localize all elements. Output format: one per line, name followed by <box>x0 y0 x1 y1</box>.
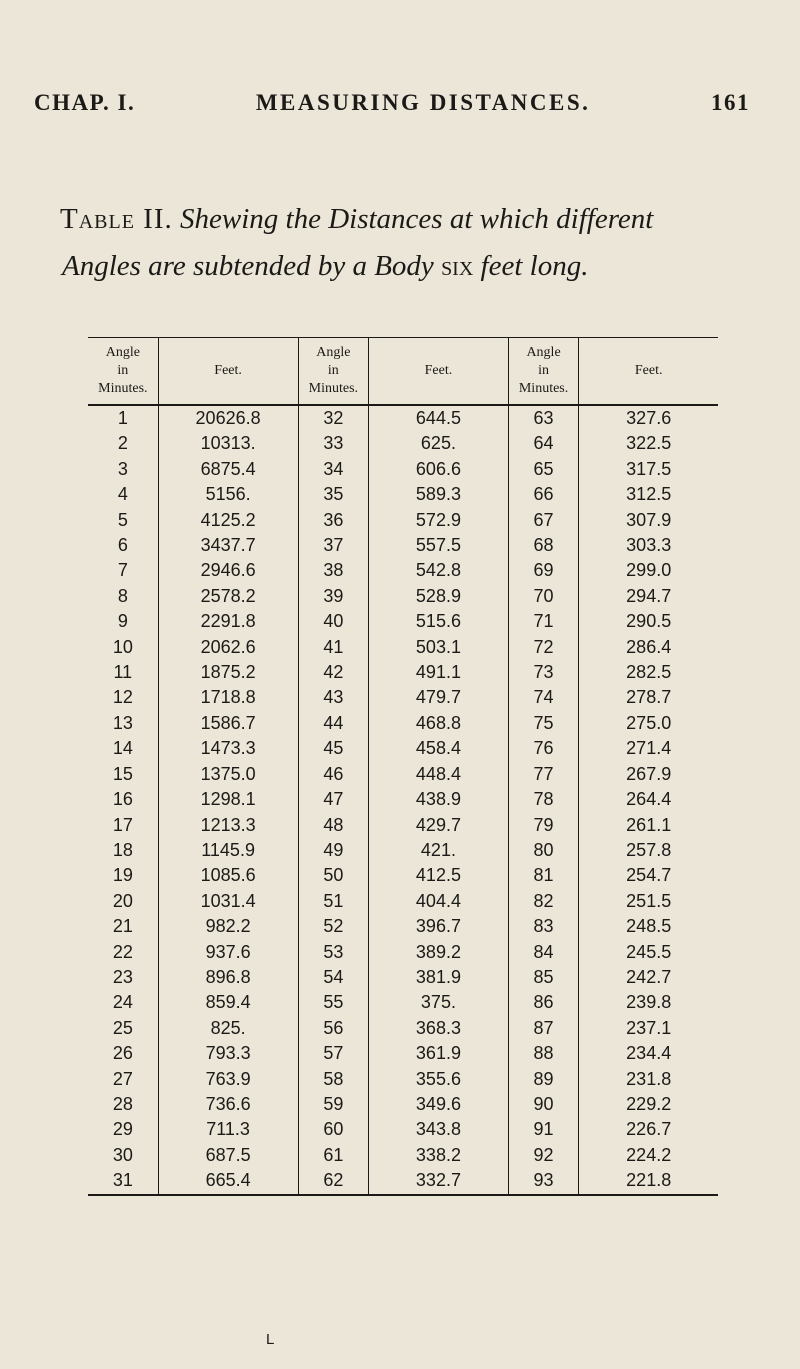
angle-cell: 64 <box>508 431 579 456</box>
header-feet-1: Feet. <box>158 338 298 406</box>
table-header-row <box>88 338 718 406</box>
feet-cell: 1375.0 <box>158 762 298 787</box>
feet-cell: 237.1 <box>626 1017 672 1038</box>
feet-cell: 404.4 <box>369 889 509 914</box>
feet-cell: 239.8 <box>626 992 672 1013</box>
angle-cell: 70 <box>508 584 579 609</box>
feet-cell: 1875.2 <box>158 660 298 685</box>
angle-cell: 87 <box>508 1016 579 1041</box>
feet-cell: 2062.6 <box>158 635 298 660</box>
feet-cell: 375. <box>369 990 509 1015</box>
feet-cell: 317.5 <box>626 458 672 479</box>
feet-cell: 421. <box>369 838 509 863</box>
feet-cell: 20626.8 <box>158 405 298 431</box>
angle-cell: 38 <box>298 558 369 583</box>
feet-cell: 361.9 <box>369 1041 509 1066</box>
feet-cell: 396.7 <box>369 914 509 939</box>
feet-cell: 261.1 <box>626 814 672 835</box>
angle-cell: 73 <box>508 660 579 685</box>
feet-cell: 515.6 <box>369 609 509 634</box>
angle-cell: 11 <box>88 660 158 685</box>
feet-cell: 322.5 <box>626 433 672 454</box>
table-row <box>88 990 718 1015</box>
table-row <box>88 1092 718 1117</box>
table-row <box>88 1143 718 1168</box>
angle-cell: 27 <box>88 1067 158 1092</box>
feet-cell: 468.8 <box>369 711 509 736</box>
angle-cell: 71 <box>508 609 579 634</box>
angle-cell: 56 <box>298 1016 369 1041</box>
angle-cell: 90 <box>508 1092 579 1117</box>
signature-mark: L <box>266 1331 275 1348</box>
angle-cell: 42 <box>298 660 369 685</box>
table-row <box>88 405 718 431</box>
angle-cell: 25 <box>88 1016 158 1041</box>
table-row <box>88 685 718 710</box>
angle-cell: 44 <box>298 711 369 736</box>
feet-cell: 2291.8 <box>158 609 298 634</box>
angle-cell: 23 <box>88 965 158 990</box>
angle-cell: 41 <box>298 635 369 660</box>
header-angle-1: Angle in Minutes. <box>88 338 158 406</box>
header-feet-3: Feet. <box>579 338 718 406</box>
angle-cell: 8 <box>88 584 158 609</box>
feet-cell: 625. <box>369 431 509 456</box>
table-row <box>88 1168 718 1194</box>
table-row <box>88 940 718 965</box>
angle-cell: 35 <box>298 482 369 507</box>
feet-cell: 355.6 <box>369 1067 509 1092</box>
feet-cell: 1586.7 <box>158 711 298 736</box>
angle-cell: 31 <box>88 1168 158 1194</box>
angle-cell: 7 <box>88 558 158 583</box>
feet-cell: 859.4 <box>158 990 298 1015</box>
angle-cell: 21 <box>88 914 158 939</box>
feet-cell: 438.9 <box>369 787 509 812</box>
angle-cell: 36 <box>298 508 369 533</box>
angle-cell: 85 <box>508 965 579 990</box>
feet-cell: 248.5 <box>626 916 672 937</box>
feet-cell: 221.8 <box>579 1168 718 1194</box>
angle-cell: 1 <box>88 405 158 431</box>
angle-cell: 30 <box>88 1143 158 1168</box>
feet-cell: 763.9 <box>158 1067 298 1092</box>
feet-cell: 982.2 <box>158 914 298 939</box>
angle-cell: 22 <box>88 940 158 965</box>
feet-cell: 491.1 <box>369 660 509 685</box>
feet-cell: 257.8 <box>626 839 672 860</box>
feet-cell: 5156. <box>158 482 298 507</box>
feet-cell: 825. <box>158 1016 298 1041</box>
feet-cell: 793.3 <box>158 1041 298 1066</box>
table-row <box>88 1117 718 1142</box>
angle-cell: 15 <box>88 762 158 787</box>
feet-cell: 307.9 <box>626 509 672 530</box>
angle-cell: 58 <box>298 1067 369 1092</box>
header-angle-2: Angle in Minutes. <box>298 338 369 406</box>
feet-cell: 542.8 <box>369 558 509 583</box>
angle-cell: 3 <box>88 457 158 482</box>
angle-cell: 46 <box>298 762 369 787</box>
caption-text-2c: feet long. <box>480 250 589 282</box>
table-row <box>88 609 718 634</box>
angle-cell: 60 <box>298 1117 369 1142</box>
angle-cell: 91 <box>508 1117 579 1142</box>
feet-cell: 286.4 <box>626 636 672 657</box>
table-row <box>88 914 718 939</box>
feet-cell: 332.7 <box>369 1168 509 1194</box>
angle-cell: 5 <box>88 508 158 533</box>
feet-cell: 312.5 <box>626 484 672 505</box>
feet-cell: 251.5 <box>626 890 672 911</box>
angle-cell: 72 <box>508 635 579 660</box>
angle-cell: 76 <box>508 736 579 761</box>
feet-cell: 1213.3 <box>158 813 298 838</box>
feet-cell: 528.9 <box>369 584 509 609</box>
feet-cell: 429.7 <box>369 813 509 838</box>
feet-cell: 736.6 <box>158 1092 298 1117</box>
feet-cell: 275.0 <box>626 712 672 733</box>
feet-cell: 937.6 <box>158 940 298 965</box>
table-row <box>88 457 718 482</box>
feet-cell: 231.8 <box>626 1068 672 1089</box>
table-label: Table II. <box>60 203 173 235</box>
angle-cell: 78 <box>508 787 579 812</box>
table-row <box>88 838 718 863</box>
angle-cell: 17 <box>88 813 158 838</box>
feet-cell: 606.6 <box>369 457 509 482</box>
feet-cell: 290.5 <box>626 611 672 632</box>
feet-cell: 503.1 <box>369 635 509 660</box>
feet-cell: 234.4 <box>626 1043 672 1064</box>
feet-cell: 458.4 <box>369 736 509 761</box>
feet-cell: 271.4 <box>626 738 672 759</box>
angle-cell: 93 <box>508 1168 579 1194</box>
angle-cell: 33 <box>298 431 369 456</box>
angle-cell: 9 <box>88 609 158 634</box>
feet-cell: 448.4 <box>369 762 509 787</box>
angle-cell: 34 <box>298 457 369 482</box>
angle-cell: 77 <box>508 762 579 787</box>
feet-cell: 644.5 <box>369 405 509 431</box>
angle-cell: 55 <box>298 990 369 1015</box>
distance-table <box>88 337 718 1196</box>
feet-cell: 1473.3 <box>158 736 298 761</box>
header-angle-3: Angle in Minutes. <box>508 338 579 406</box>
angle-cell: 4 <box>88 482 158 507</box>
angle-cell: 75 <box>508 711 579 736</box>
angle-cell: 81 <box>508 863 579 888</box>
angle-cell: 20 <box>88 889 158 914</box>
angle-cell: 74 <box>508 685 579 710</box>
table-row <box>88 1016 718 1041</box>
angle-cell: 6 <box>88 533 158 558</box>
feet-cell: 687.5 <box>158 1143 298 1168</box>
table-row <box>88 787 718 812</box>
angle-cell: 86 <box>508 990 579 1015</box>
feet-cell: 294.7 <box>626 585 672 606</box>
angle-cell: 80 <box>508 838 579 863</box>
feet-cell: 1145.9 <box>158 838 298 863</box>
page-number: 161 <box>710 90 750 115</box>
table-row <box>88 711 718 736</box>
feet-cell: 226.7 <box>626 1119 672 1140</box>
angle-cell: 49 <box>298 838 369 863</box>
angle-cell: 68 <box>508 533 579 558</box>
angle-cell: 29 <box>88 1117 158 1142</box>
angle-cell: 59 <box>298 1092 369 1117</box>
angle-cell: 50 <box>298 863 369 888</box>
angle-cell: 79 <box>508 813 579 838</box>
angle-cell: 16 <box>88 787 158 812</box>
feet-cell: 4125.2 <box>158 508 298 533</box>
feet-cell: 327.6 <box>626 408 672 428</box>
angle-cell: 18 <box>88 838 158 863</box>
table-row <box>88 1067 718 1092</box>
feet-cell: 242.7 <box>626 966 672 987</box>
angle-cell: 13 <box>88 711 158 736</box>
table-row <box>88 736 718 761</box>
feet-cell: 557.5 <box>369 533 509 558</box>
feet-cell: 278.7 <box>626 687 672 708</box>
angle-cell: 57 <box>298 1041 369 1066</box>
feet-cell: 254.7 <box>626 865 672 886</box>
feet-cell: 303.3 <box>626 535 672 556</box>
angle-cell: 67 <box>508 508 579 533</box>
table-row <box>88 813 718 838</box>
angle-cell: 84 <box>508 940 579 965</box>
angle-cell: 10 <box>88 635 158 660</box>
angle-cell: 82 <box>508 889 579 914</box>
feet-cell: 479.7 <box>369 685 509 710</box>
angle-cell: 14 <box>88 736 158 761</box>
angle-cell: 47 <box>298 787 369 812</box>
angle-cell: 40 <box>298 609 369 634</box>
angle-cell: 54 <box>298 965 369 990</box>
angle-cell: 61 <box>298 1143 369 1168</box>
feet-cell: 282.5 <box>626 662 672 683</box>
angle-cell: 26 <box>88 1041 158 1066</box>
angle-cell: 48 <box>298 813 369 838</box>
angle-cell: 63 <box>508 405 579 431</box>
feet-cell: 589.3 <box>369 482 509 507</box>
feet-cell: 1085.6 <box>158 863 298 888</box>
feet-cell: 1718.8 <box>158 685 298 710</box>
feet-cell: 381.9 <box>369 965 509 990</box>
table-body <box>88 405 718 1195</box>
feet-cell: 896.8 <box>158 965 298 990</box>
table-row <box>88 482 718 507</box>
table-row <box>88 863 718 888</box>
angle-cell: 69 <box>508 558 579 583</box>
angle-cell: 43 <box>298 685 369 710</box>
feet-cell: 389.2 <box>369 940 509 965</box>
running-head <box>34 90 750 116</box>
caption-text-2b: six <box>441 250 474 282</box>
feet-cell: 229.2 <box>626 1093 672 1114</box>
running-title: MEASURING DISTANCES. <box>255 90 591 115</box>
angle-cell: 37 <box>298 533 369 558</box>
feet-cell: 2946.6 <box>158 558 298 583</box>
table-row <box>88 1041 718 1066</box>
angle-cell: 66 <box>508 482 579 507</box>
feet-cell: 338.2 <box>369 1143 509 1168</box>
table-row <box>88 508 718 533</box>
table-row <box>88 558 718 583</box>
table-row <box>88 762 718 787</box>
feet-cell: 245.5 <box>626 941 672 962</box>
table-row <box>88 584 718 609</box>
angle-cell: 53 <box>298 940 369 965</box>
table-row <box>88 889 718 914</box>
feet-cell: 264.4 <box>626 789 672 810</box>
feet-cell: 2578.2 <box>158 584 298 609</box>
angle-cell: 2 <box>88 431 158 456</box>
feet-cell: 412.5 <box>369 863 509 888</box>
angle-cell: 32 <box>298 405 369 431</box>
feet-cell: 267.9 <box>626 763 672 784</box>
angle-cell: 28 <box>88 1092 158 1117</box>
feet-cell: 299.0 <box>626 560 672 581</box>
feet-cell: 3437.7 <box>158 533 298 558</box>
feet-cell: 572.9 <box>369 508 509 533</box>
angle-cell: 12 <box>88 685 158 710</box>
table-row <box>88 635 718 660</box>
angle-cell: 51 <box>298 889 369 914</box>
caption-text-1: Shewing the Distances at which different <box>180 203 654 235</box>
angle-cell: 65 <box>508 457 579 482</box>
table-row <box>88 533 718 558</box>
feet-cell: 10313. <box>158 431 298 456</box>
angle-cell: 19 <box>88 863 158 888</box>
feet-cell: 368.3 <box>369 1016 509 1041</box>
caption-text-2a: Angles are subtended by a Body <box>62 250 434 282</box>
angle-cell: 24 <box>88 990 158 1015</box>
feet-cell: 711.3 <box>158 1117 298 1142</box>
angle-cell: 39 <box>298 584 369 609</box>
feet-cell: 1031.4 <box>158 889 298 914</box>
feet-cell: 343.8 <box>369 1117 509 1142</box>
table-caption <box>60 196 760 290</box>
angle-cell: 89 <box>508 1067 579 1092</box>
chapter-label: CHAP. I. <box>34 90 136 115</box>
angle-cell: 45 <box>298 736 369 761</box>
table-row <box>88 660 718 685</box>
feet-cell: 1298.1 <box>158 787 298 812</box>
feet-cell: 349.6 <box>369 1092 509 1117</box>
angle-cell: 62 <box>298 1168 369 1194</box>
table-row <box>88 431 718 456</box>
feet-cell: 224.2 <box>626 1144 672 1165</box>
angle-cell: 52 <box>298 914 369 939</box>
header-feet-2: Feet. <box>369 338 509 406</box>
angle-cell: 88 <box>508 1041 579 1066</box>
angle-cell: 83 <box>508 914 579 939</box>
feet-cell: 665.4 <box>158 1168 298 1194</box>
feet-cell: 6875.4 <box>158 457 298 482</box>
table-row <box>88 965 718 990</box>
angle-cell: 92 <box>508 1143 579 1168</box>
